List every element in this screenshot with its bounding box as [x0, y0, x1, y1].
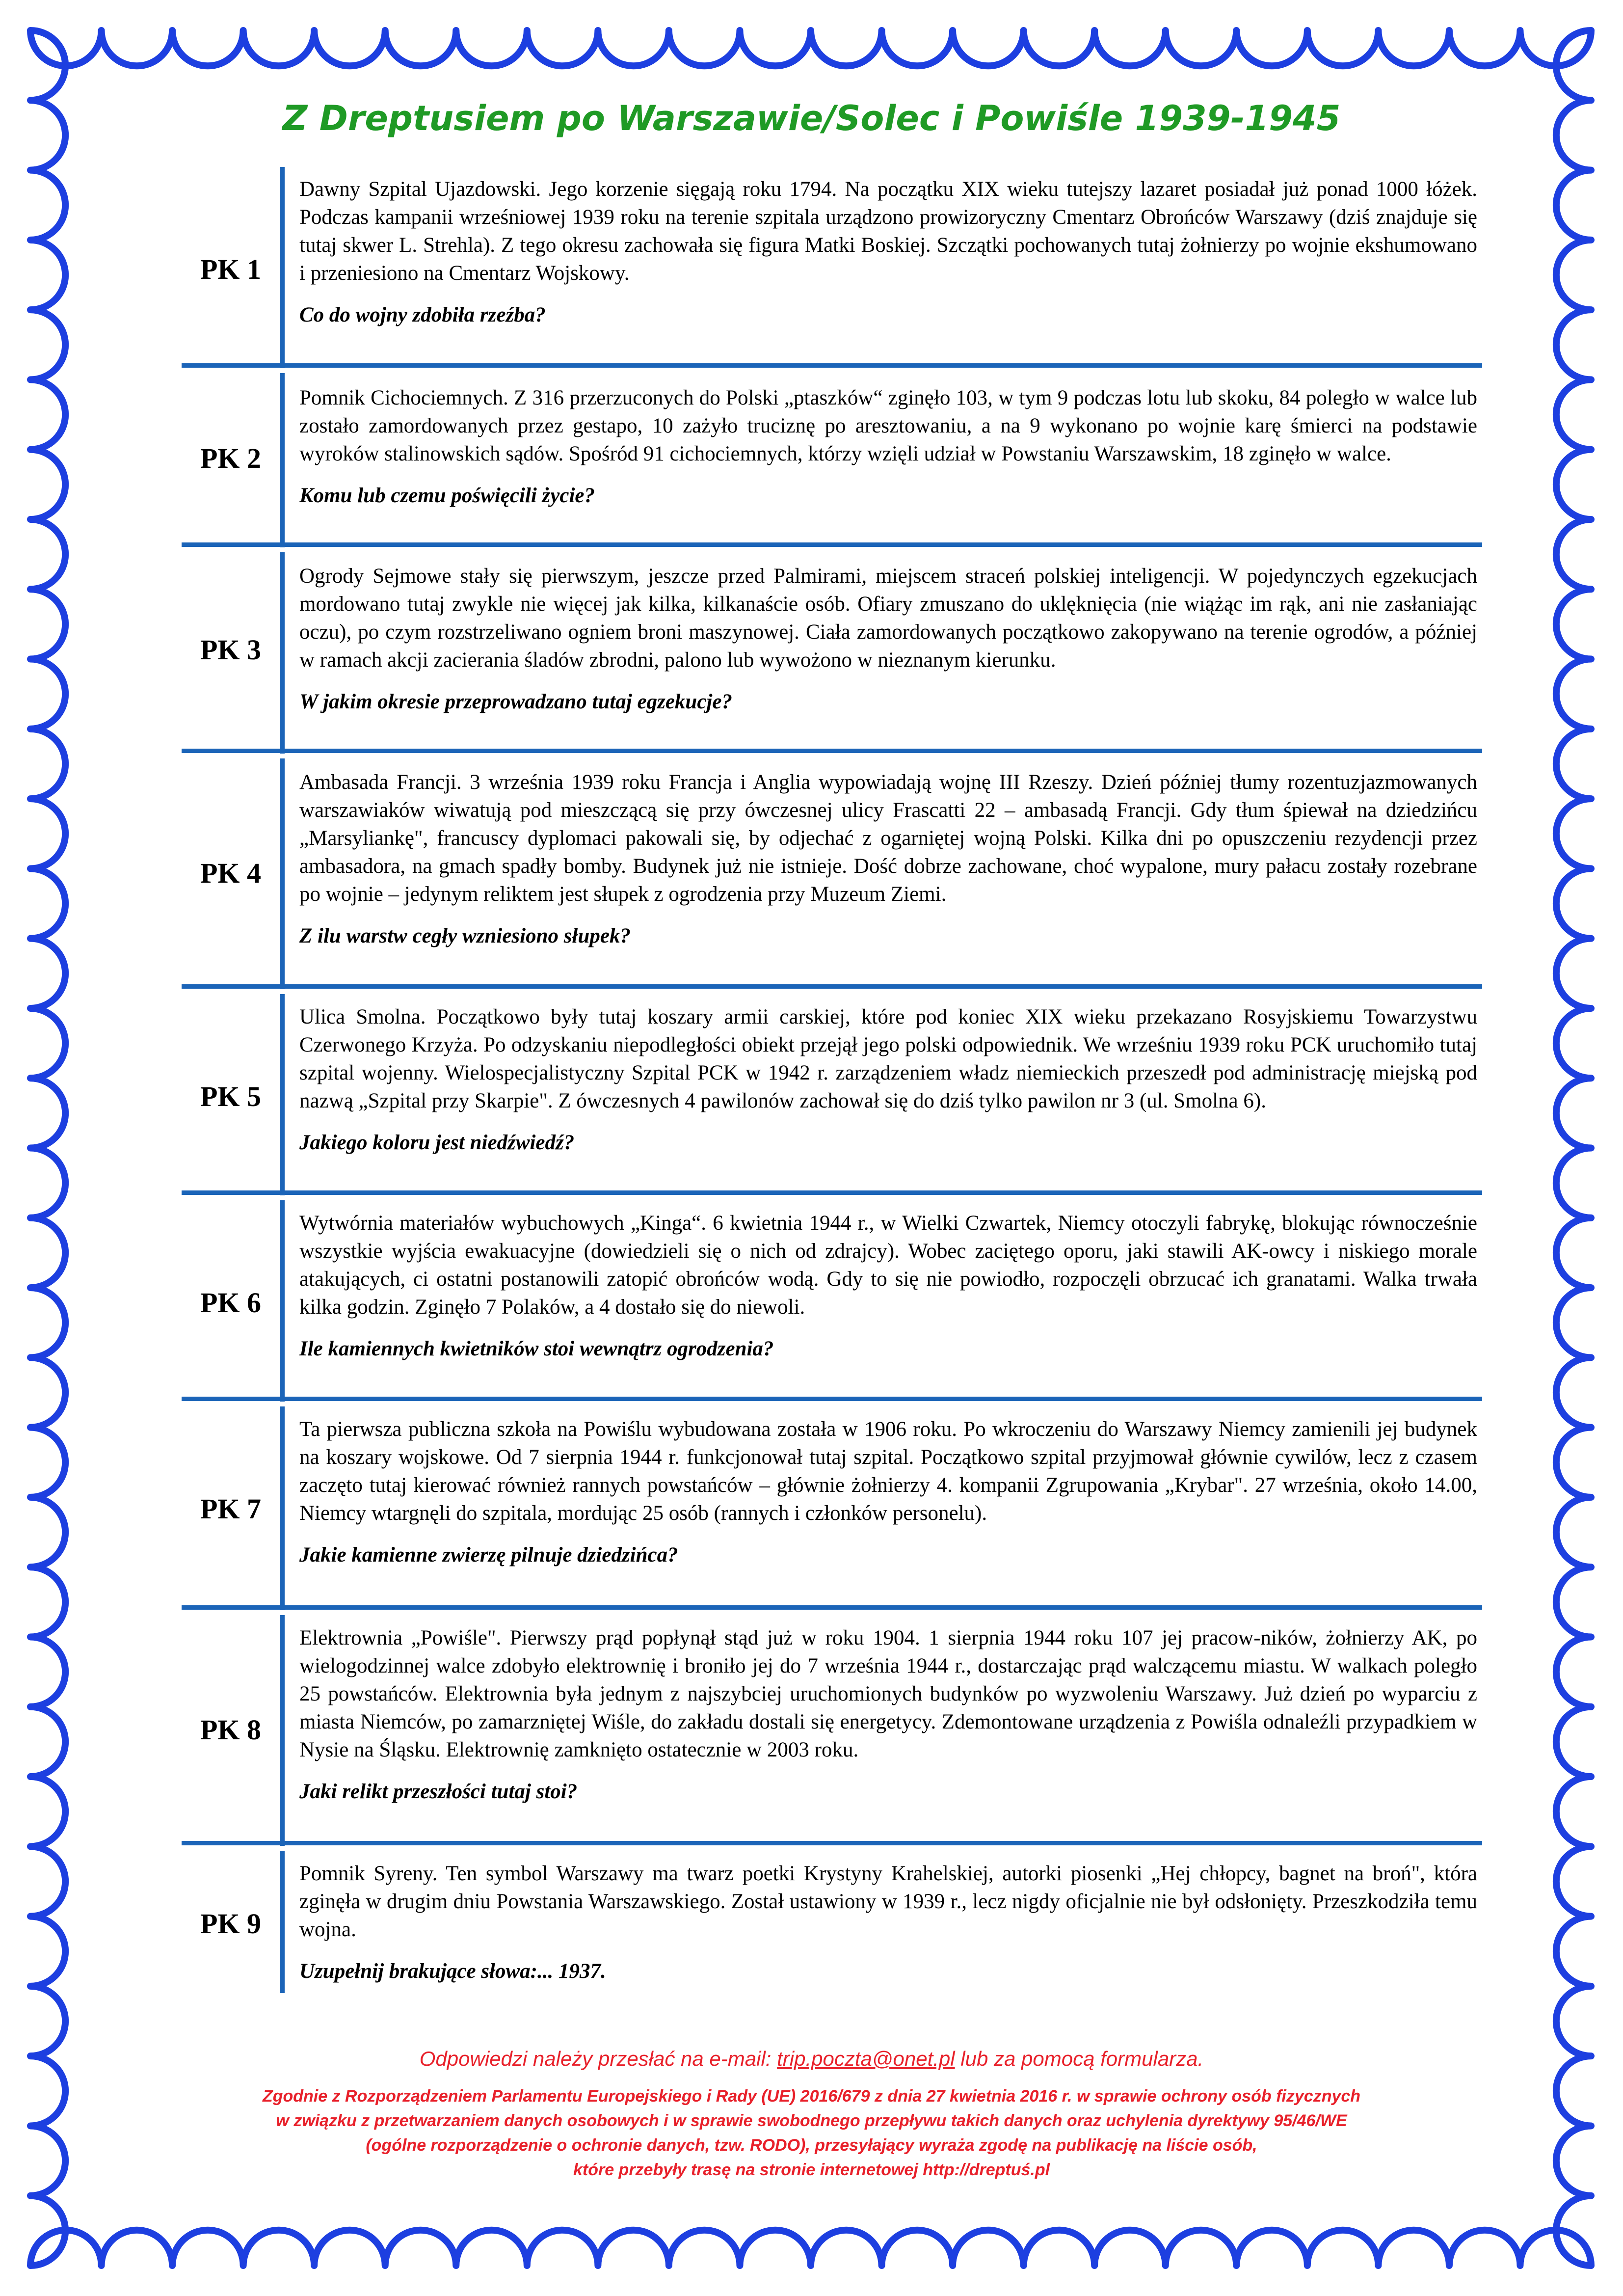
gdpr-notice [0, 2084, 1623, 2182]
checkpoint-body [299, 384, 1477, 510]
checkpoint-label: PK 7 [200, 1493, 262, 1525]
checkpoint-body [299, 1415, 1477, 1569]
row-separator [182, 1397, 1482, 1401]
checkpoint-divider [280, 758, 285, 989]
checkpoint-question: Jaki relikt przeszłości tutaj stoi? [299, 1780, 578, 1803]
checkpoint-divider [280, 552, 285, 754]
checkpoint-question: Jakiego koloru jest niedźwiedź? [299, 1131, 575, 1154]
checkpoint-row-6 [182, 1200, 1482, 1402]
checkpoint-body [299, 1860, 1477, 1985]
checkpoint-row-2 [182, 373, 1482, 547]
checkpoint-question: Co do wojny zdobiła rzeźba? [299, 303, 546, 326]
checkpoint-row-1 [182, 167, 1482, 368]
checkpoint-description: Pomnik Cichociemnych. Z 316 przerzuconych do Polski „ptaszków“ zginęło 103, w tym 9 podczas lotu lub skoku, 84 poległo w walce lub zostało zamordowanych przez gestapo, 10 zażyło truciznę po aresztowaniu, a na 9 wykonano po wojnie karę śmierci na podstawie wyroków stalinowskich sądów. Spośród 91 cichociemnych, którzy wzięli udział w Powstaniu Warszawskim, 18 zginęło w walce. [299, 386, 1477, 465]
checkpoint-description: Dawny Szpital Ujazdowski. Jego korzenie sięgają roku 1794. Na początku XIX wieku tutejszy lazaret posiadał już ponad 1000 łóżek. Podczas kampanii wrześniowej 1939 roku na terenie szpitala urządzono prowizoryczny Cmentarz Obrońców Warszawy (dziś znajduje się tutaj skwer L. Strehla). Z tego okresu zachowała się figura Matki Boskiej. Szczątki pochowanych tutaj żołnierzy po wojnie ekshumowano i przeniesiono na Cmentarz Wojskowy. [299, 178, 1477, 285]
checkpoint-label: PK 5 [200, 1080, 262, 1112]
checkpoint-body [299, 562, 1477, 716]
checkpoint-body [299, 1003, 1477, 1157]
gdpr-line: które przebyły trasę na stronie internetowej http://dreptuś.pl [573, 2161, 1050, 2179]
checkpoint-label: PK 1 [200, 253, 262, 285]
checkpoint-description: Ulica Smolna. Początkowo były tutaj koszary armii carskiej, które pod koniec XIX wieku przekazano Rosyjskiemu Towarzystwu Czerwonego Krzyża. Po odzyskaniu niepodległości obiekt przejął jego polski odpowiednik. We wrześniu 1939 roku PCK uruchomiło tutaj szpital wojenny. Wielospecjalistyczny Szpital PCK w 1942 r. zarządzeniem władz niemieckich przeszedł pod administrację miejską pod nazwą „Szpital przy Skarpie". Z ówczesnych 4 pawilonów zachował się do dziś tylko pawilon nr 3 (ul. Smolna 6). [299, 1005, 1477, 1112]
row-separator [182, 1190, 1482, 1195]
checkpoint-row-5 [182, 994, 1482, 1195]
checkpoint-label: PK 8 [200, 1714, 262, 1746]
checkpoint-divider [280, 1200, 285, 1402]
checkpoint-question: Jakie kamienne zwierzę pilnuje dziedzińca? [299, 1543, 678, 1567]
row-separator [182, 363, 1482, 368]
checkpoint-label: PK 4 [200, 857, 262, 889]
checkpoint-question: W jakim okresie przeprowadzano tutaj egzekucje? [299, 690, 732, 713]
checkpoint-row-7 [182, 1406, 1482, 1610]
checkpoint-body [299, 1209, 1477, 1363]
checkpoint-row-9 [182, 1851, 1482, 1993]
checkpoint-description: Pomnik Syreny. Ten symbol Warszawy ma twarz poetki Krystyny Krahelskiej, autorki piosenki „Hej chłopcy, bagnet na broń", która zginęła w drugim dniu Powstania Warszawskiego. Został ustawiony w 1939 r., lecz nigdy oficjalnie nie był odsłonięty. Przeszkodziła temu wojna. [299, 1862, 1477, 1941]
checkpoint-row-3 [182, 552, 1482, 754]
row-separator [182, 1841, 1482, 1845]
answers-text-before: Odpowiedzi należy przesłać na e-mail: [419, 2047, 777, 2070]
answers-instruction [0, 2047, 1623, 2071]
checkpoint-row-4 [182, 758, 1482, 989]
checkpoint-body [299, 768, 1477, 950]
gdpr-line: Zgodnie z Rozporządzeniem Parlamentu Europejskiego i Rady (UE) 2016/679 z dnia 27 kwietnia 2016 r. w sprawie ochrony osób fizycznych [262, 2087, 1361, 2106]
row-separator [182, 984, 1482, 989]
gdpr-line: (ogólne rozporządzenie o ochronie danych, tzw. RODO), przesyłający wyraża zgodę na publikację na liście osób, [366, 2136, 1257, 2155]
checkpoint-body [299, 1624, 1477, 1806]
checkpoint-label: PK 2 [200, 442, 262, 474]
checkpoint-divider [280, 1406, 285, 1610]
checkpoint-row-8 [182, 1615, 1482, 1846]
row-separator [182, 542, 1482, 547]
checkpoint-question: Z ilu warstw cegły wzniesiono słupek? [299, 924, 631, 947]
checkpoint-question: Uzupełnij brakujące słowa:... 1937. [299, 1960, 606, 1983]
checkpoint-description: Ogrody Sejmowe stały się pierwszym, jeszcze przed Palmirami, miejscem straceń polskiej inteligencji. W pojedynczych egzekucjach mordowano tutaj zwykle nie więcej jak kilka, kilkanaście osób. Ofiary zmuszano do uklęknięcia (nie wiążąc im rąk, ani nie zasłaniając oczu), po czym rozstrzeliwano ogniem broni maszynowej. Ciała zamordowanych początkowo zakopywano na terenie ogrodów, a później w ramach akcji zacierania śladów zbrodni, palono lub wywożono w nieznanym kierunku. [299, 565, 1477, 672]
checkpoint-body [299, 175, 1477, 329]
checkpoint-divider [280, 1615, 285, 1846]
checkpoint-label: PK 9 [200, 1908, 262, 1940]
checkpoint-label: PK 6 [200, 1287, 262, 1319]
checkpoint-divider [280, 373, 285, 547]
checkpoint-divider [280, 1851, 285, 1993]
checkpoint-question: Komu lub czemu poświęcili życie? [299, 484, 595, 507]
checkpoint-description: Ta pierwsza publiczna szkoła na Powiślu wybudowana została w 1906 roku. Po wkroczeniu do Warszawy Niemcy zamienili jej budynek na koszary wojskowe. Od 7 sierpnia 1944 r. funkcjonował tutaj szpital. Początkowo szpital przyjmował głównie cywilów, lecz z czasem zaczęto tutaj kierować również rannych powstańców – głównie żołnierzy 4. kompanii Zgrupowania „Krybar". 27 września, około 14.00, Niemcy wtargnęli do szpitala, mordując 25 osób (rannych i członków personelu). [299, 1418, 1477, 1525]
checkpoint-question: Ile kamiennych kwietników stoi wewnątrz ogrodzenia? [299, 1337, 774, 1360]
page-title: Z Dreptusiem po Warszawie/Solec i Powiśle 1939-1945 [282, 98, 1341, 138]
row-separator [182, 749, 1482, 753]
answers-text-after: lub za pomocą formularza. [955, 2047, 1204, 2070]
checkpoint-description: Ambasada Francji. 3 września 1939 roku Francja i Anglia wypowiadają wojnę III Rzeszy. Dzień później tłumy rozentuzjazmowanych warszawiaków wiwatują pod mieszczącą się przy ówczesnej ulicy Frascatti 22 – ambasadą Francji. Gdy tłum śpiewał na dziedzińcu „Marsyliankę", francuscy dyplomaci pakowali się, by odjechać z ogarniętej wojną Polski. Kilka dni po opuszczeniu rezydencji przez ambasadora, na gmach spadły bomby. Budynek już nie istnieje. Dość dobrze zachowane, choć wypalone, mury pałacu zostały rozebrane po wojnie – jedynym reliktem jest słupek z ogrodzenia przy Muzeum Ziemi. [299, 771, 1477, 906]
checkpoint-description: Elektrownia „Powiśle". Pierwszy prąd popłynął stąd już w roku 1904. 1 sierpnia 1944 roku 107 jej pracow-ników, żołnierzy AK, po wielogodzinnej walce zdobyło elektrownię i broniło jej do 7 września 1944 r., dostarczając prąd walczącemu miastu. W walkach poległo 25 powstańców. Elektrownia była jednym z najszybciej uruchomionych budynków po wyzwoleniu Warszawy. Już dzień po wyparciu z miasta Niemców, po zamarzniętej Wiśle, do zakładu dostali się energetycy. Zdemontowane urządzenia z Powiśla odnaleźli przypadkiem w Nysie na Śląsku. Elektrownię zamknięto ostatecznie w 2003 roku. [299, 1626, 1477, 1761]
checkpoint-divider [280, 167, 285, 368]
checkpoint-description: Wytwórnia materiałów wybuchowych „Kinga“. 6 kwietnia 1944 r., w Wielki Czwartek, Niemcy otoczyli fabrykę, blokując równocześnie wszystkie wyjścia ewakuacyjne (dowiedzieli się o nich od zdrajcy). Wobec zaciętego oporu, jaki stawili AK-owcy i niskiego morale atakujących, ci ostatni postanowili zatopić obrońców wodą. Gdy to się nie powiodło, rozpoczęli obrzucać ich granatami. Walka trwała kilka godzin. Zginęło 7 Polaków, a 4 dostało się do niewoli. [299, 1212, 1477, 1319]
checkpoint-divider [280, 994, 285, 1195]
row-separator [182, 1605, 1482, 1610]
gdpr-line: w związku z przetwarzaniem danych osobowych i w sprawie swobodnego przepływu takich danych oraz uchylenia dyrektywy 95/46/WE [276, 2111, 1347, 2130]
checkpoint-label: PK 3 [200, 634, 262, 666]
email-link[interactable]: trip.poczta@onet.pl [777, 2047, 955, 2070]
